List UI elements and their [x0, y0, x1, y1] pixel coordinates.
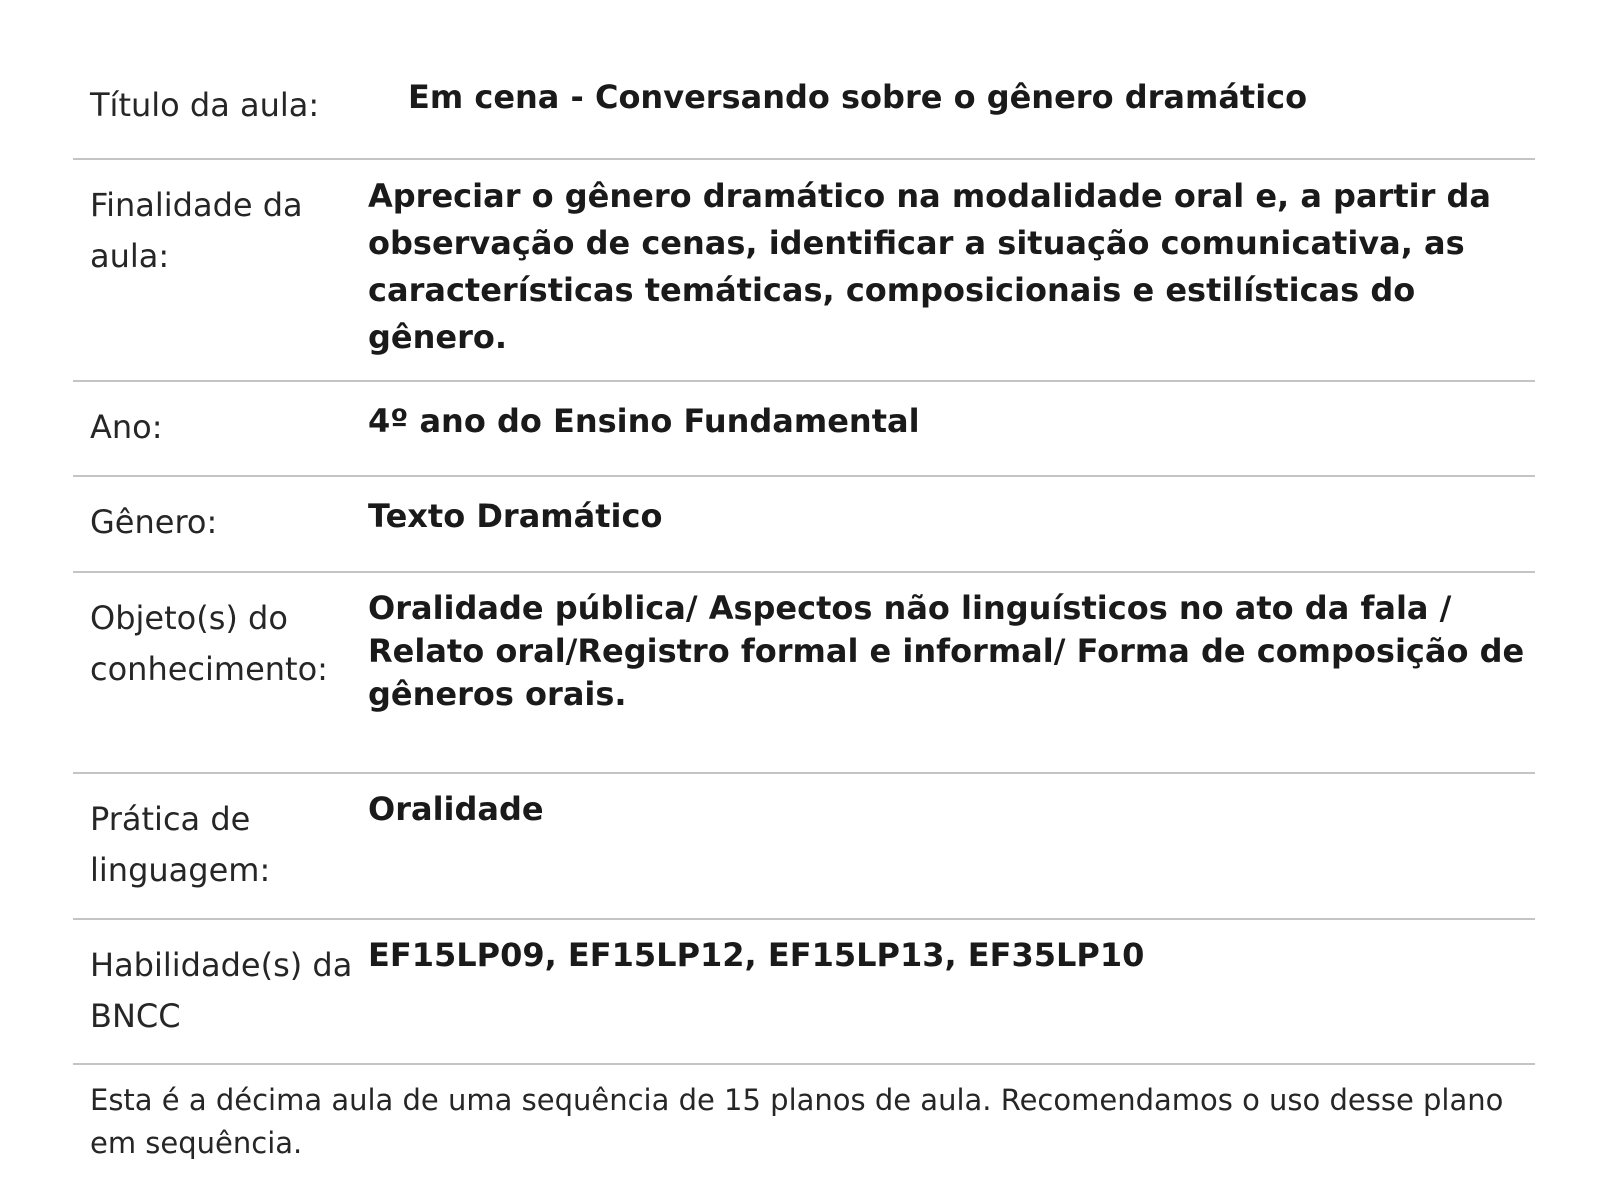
row-knowledge-objects	[73, 573, 1535, 774]
lesson-title-label: Título da aula:	[90, 86, 320, 124]
row-lesson-purpose	[73, 160, 1535, 382]
language-practice-value: Oralidade	[368, 790, 544, 828]
genre-label: Gênero:	[90, 503, 218, 541]
sequence-note: Esta é a décima aula de uma sequência de 15 planos de aula. Recomendamos o uso desse plano em sequência.	[90, 1083, 1504, 1160]
lesson-purpose-value: Apreciar o gênero dramático na modalidade oral e, a partir da observação de cenas, identificar a situação comunicativa, as características temáticas, composicionais e estilísticas do gênero.	[368, 177, 1492, 356]
row-bncc-skills	[73, 920, 1535, 1065]
knowledge-objects-value: Oralidade pública/ Aspectos não linguísticos no ato da fala / Relato oral/Registro formal e informal/ Forma de composição de gêneros orais.	[368, 589, 1525, 713]
genre-value: Texto Dramático	[368, 497, 663, 535]
lesson-purpose-label: Finalidade da aula:	[90, 186, 303, 275]
lesson-plan-sheet	[73, 56, 1535, 1165]
bncc-skills-label: Habilidade(s) da BNCC	[90, 946, 353, 1035]
row-genre	[73, 477, 1535, 573]
grade-label: Ano:	[90, 408, 163, 446]
row-grade	[73, 382, 1535, 477]
lesson-title-value: Em cena - Conversando sobre o gênero dramático	[408, 78, 1308, 116]
row-language-practice	[73, 774, 1535, 920]
language-practice-label: Prática de linguagem:	[90, 800, 271, 889]
bncc-skills-value: EF15LP09, EF15LP12, EF15LP13, EF35LP10	[368, 936, 1145, 974]
grade-value: 4º ano do Ensino Fundamental	[368, 402, 920, 440]
knowledge-objects-label: Objeto(s) do conhecimento:	[90, 599, 328, 688]
row-lesson-title	[73, 56, 1535, 160]
